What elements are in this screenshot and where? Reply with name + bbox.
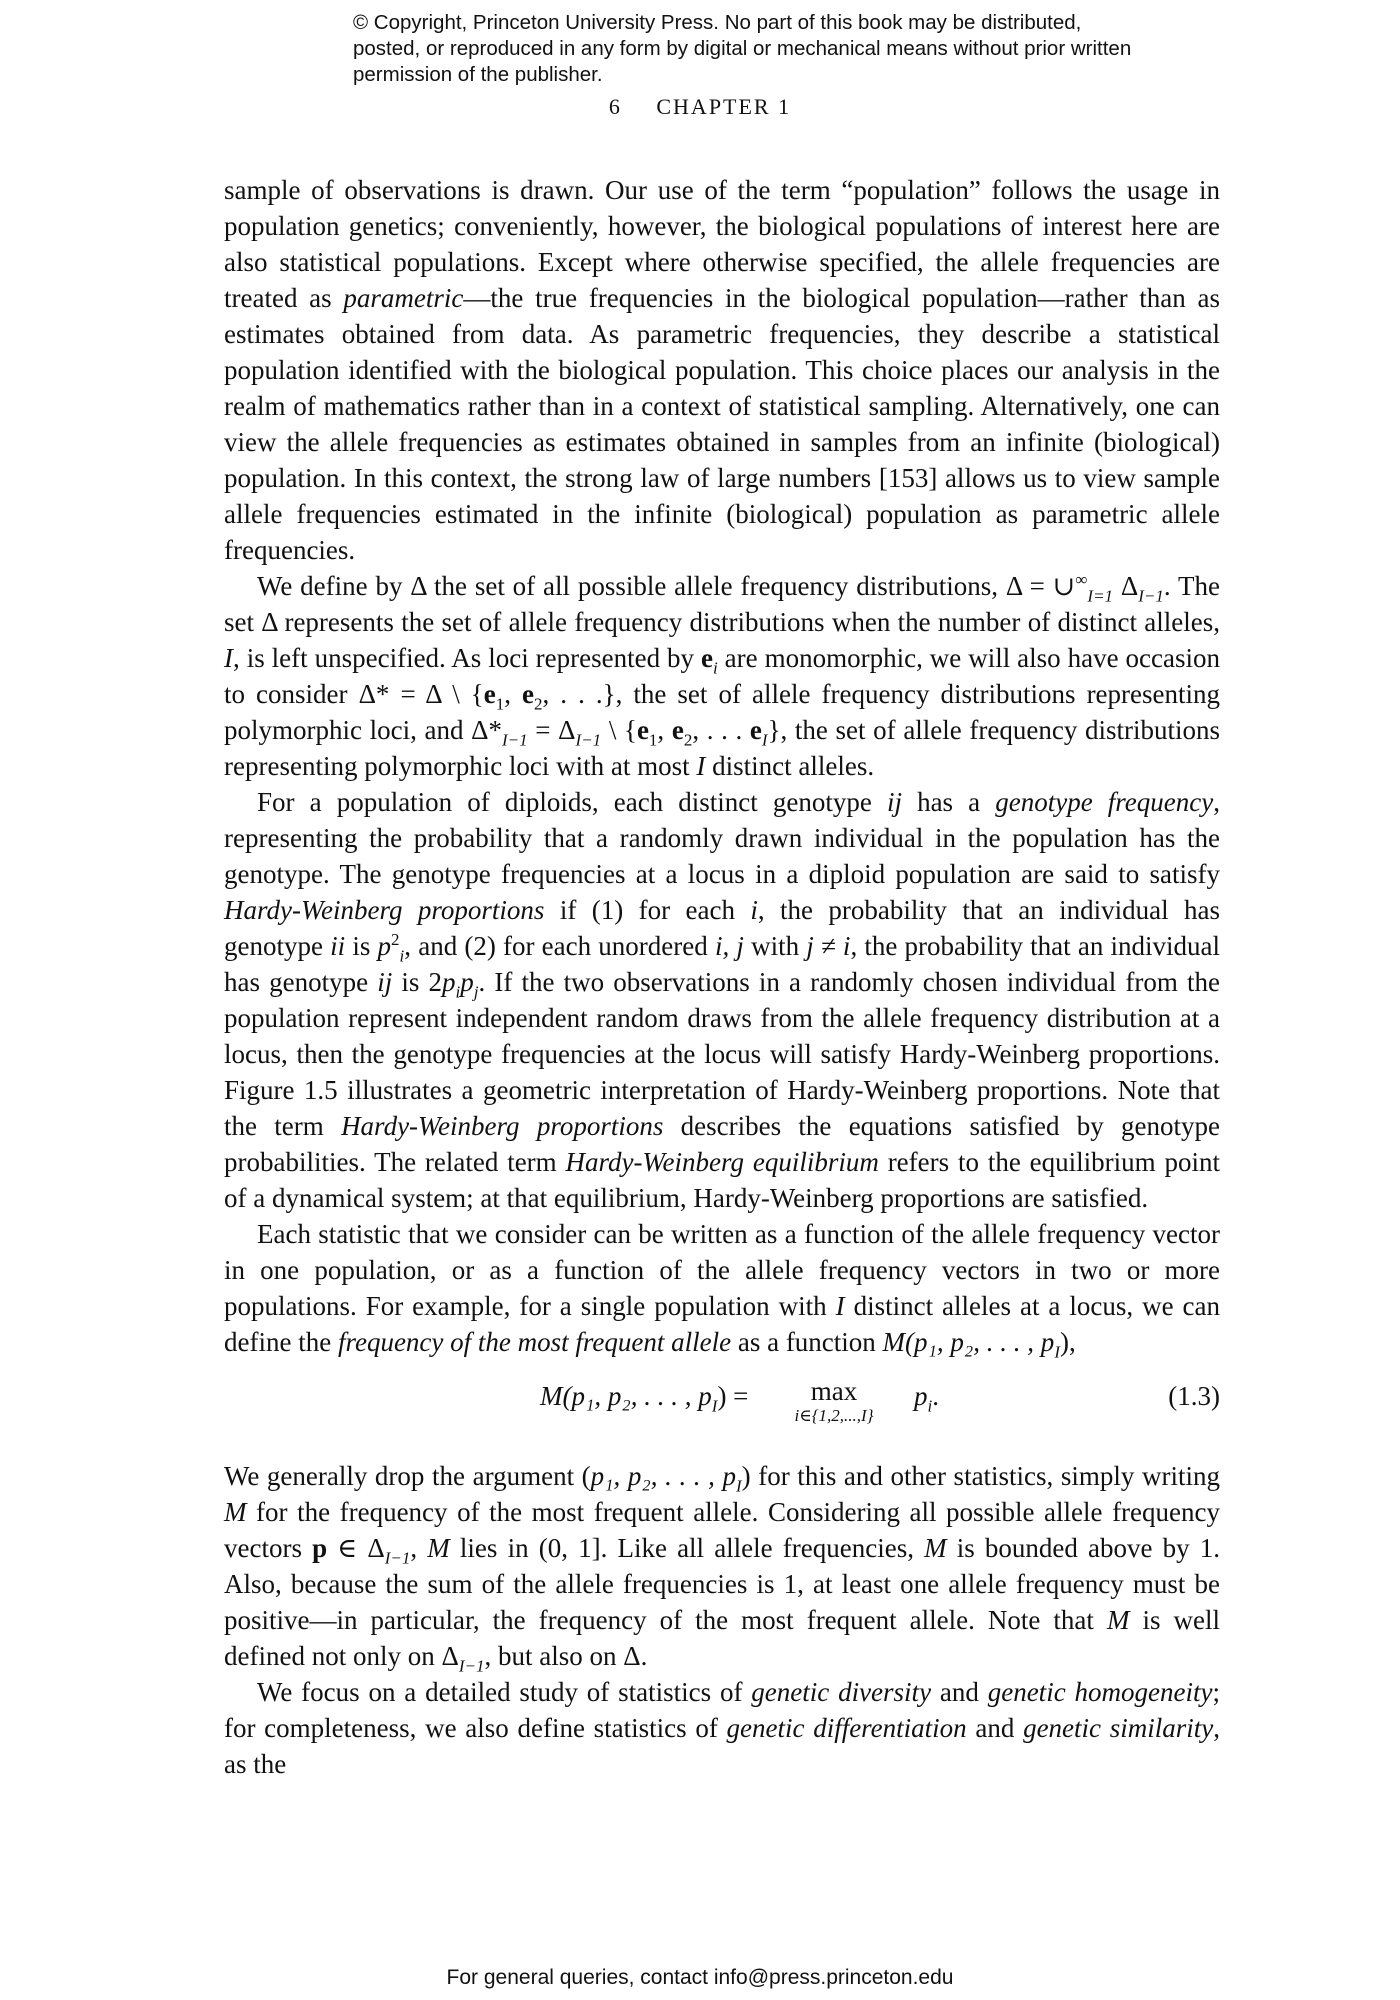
running-head — [0, 94, 1400, 120]
paragraph-2: We define by Δ the set of all possible allele frequency distributions, $\Delta = \cup^\infty_{I=1}$ $\Delta_{I-1}$. The set Δ represents the set of allele frequency distributions when the number of distinct alleles, I, is left unspecified. As loci represented by $e_i$ are monomorphic, we will also have occasion to consider Δ* = Δ \ {$e_1$, $e_2$, . . .}, the set of allele frequency distributions representing polymorphic loci, and $\Delta*_{I-1} = \Delta_{I-1}$ \ {$e_1$, $e_2$, . . . $e_I$}, the set of allele frequency distributions representing polymorphic loci with at most I distinct alleles. — [224, 570, 1221, 781]
equation-lhs: M(p₁, p₂, . . . , $p_I$) = — [540, 1381, 749, 1416]
body-text — [224, 172, 1220, 1782]
page-number: 6 — [608, 94, 621, 119]
equation-number: (1.3) — [1168, 1381, 1220, 1411]
paragraph-1: sample of observations is drawn. Our use of the term “population” follows the usage in population genetics; conveniently, however, the biological populations of interest here are also statistical populations. Except where otherwise specified, the allele frequencies are treated as parametric—the true frequencies in the biological population—rather than as estimates obtained from data. As parametric frequencies, they describe a statistical population identified with the biological population. This choice places our analysis in the realm of mathematics rather than in a context of statistical sampling. Alternatively, one can view the allele frequencies as estimates obtained in samples from an infinite (biological) population. In this context, the strong law of large numbers [153] allows us to view sample allele frequencies estimated in the infinite (biological) population as parametric allele frequencies. — [224, 175, 1221, 565]
paragraph-3: For a population of diploids, each distinct genotype ij has a genotype frequency, representing the probability that a randomly drawn individual in the population has the genotype. The genotype frequencies at a locus in a diploid population are said to satisfy Hardy-Weinberg proportions if (1) for each i, the probability that an individual has genotype ii is $p^2_i$, and (2) for each unordered i, j with j ≠ i, the probability that an individual has genotype ij is $2p_ip_j$. If the two observations in a randomly chosen individual from the population represent independent random draws from the allele frequency distribution at a locus, then the genotype frequencies at the locus will satisfy Hardy-Weinberg proportions. Figure 1.5 illustrates a geometric interpretation of Hardy-Weinberg proportions. Note that the term Hardy-Weinberg proportions describes the equations satisfied by genotype probabilities. The related term Hardy-Weinberg equilibrium refers to the equilibrium point of a dynamical system; at that equilibrium, Hardy-Weinberg proportions are satisfied. — [224, 787, 1221, 1213]
equation-max-operator: max i∈{1,2,...,I} — [794, 1376, 874, 1425]
equation-rhs: $p_i$. — [914, 1381, 939, 1416]
copyright-notice: © Copyright, Princeton University Press. No part of this book may be distributed, posted, or reproduced in any form by digital or mechanical means without prior written permission of the publisher. — [353, 11, 1132, 86]
paragraph-4: Each statistic that we consider can be written as a function of the allele frequency vector in one population, or as a function of the allele frequency vectors in two or more populations. For example, for a single population with I distinct alleles at a locus, we can define the frequency of the most frequent allele as a function M(p₁, p₂, . . . , $p_I$), — [224, 1219, 1220, 1362]
equation-1-3 — [224, 1366, 1220, 1454]
paragraph-6: We focus on a detailed study of statistics of genetic diversity and genetic homogeneity; for completeness, we also define statistics of genetic differentiation and genetic similarity, as the — [224, 1677, 1220, 1779]
footer-contact: For general queries, contact info@press.princeton.edu — [446, 1966, 954, 1989]
chapter-label: CHAPTER 1 — [656, 94, 792, 119]
paragraph-5: We generally drop the argument (p₁, p₂, . . . , $p_I$) for this and other statistics, simply writing M for the frequency of the most frequent allele. Considering all possible allele frequency vectors p ∈ $\Delta_{I-1}$, M lies in (0, 1]. Like all allele frequencies, M is bounded above by 1. Also, because the sum of the allele frequencies is 1, at least one allele frequency must be positive—in particular, the frequency of the most frequent allele. Note that M is well defined not only on $\Delta_{I-1}$, but also on Δ. — [224, 1461, 1221, 1676]
